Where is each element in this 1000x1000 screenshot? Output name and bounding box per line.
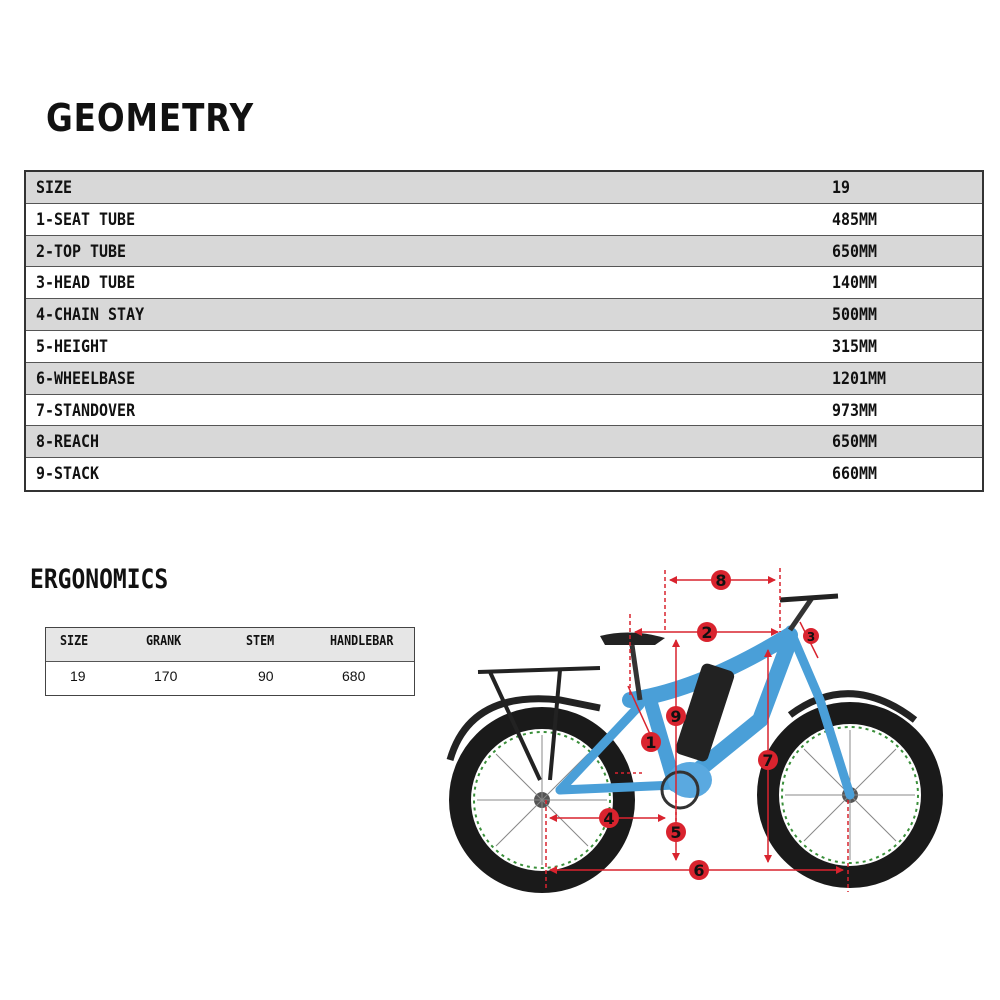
marker-6 [689,860,709,880]
table-row [26,299,982,331]
row-value: 500MM [832,305,878,326]
marker-2 [697,622,717,642]
bike-geometry-diagram [440,555,960,900]
row-label: 9-STACK [36,464,100,485]
row-label: 1-SEAT TUBE [36,209,136,230]
marker-3 [803,628,819,644]
table-row [26,236,982,268]
table-row [26,426,982,458]
ergonomics-title: ERGONOMICS [30,564,169,595]
row-label: 7-STANDOVER [36,400,136,421]
row-value: 315MM [832,336,878,357]
svg-text:5: 5 [670,823,682,842]
svg-text:9: 9 [670,707,682,726]
value-crank: 170 [154,668,178,684]
svg-text:4: 4 [603,809,615,828]
table-row [26,395,982,427]
row-label: 3-HEAD TUBE [36,273,136,294]
handlebar [780,596,838,600]
geometry-table [24,170,984,492]
header-handlebar: HANDLEBAR [330,634,394,649]
row-value: 1201MM [832,368,887,389]
row-value: 650MM [832,432,878,453]
value-size: 19 [70,668,86,684]
row-value: 485MM [832,209,878,230]
header-size: SIZE [60,634,89,649]
svg-text:1: 1 [645,733,657,752]
table-row [26,458,982,490]
row-label: 4-CHAIN STAY [36,305,145,326]
row-value: 973MM [832,400,878,421]
marker-5 [666,822,686,842]
row-label: 8-REACH [36,432,100,453]
table-row [26,204,982,236]
value-handlebar: 680 [342,668,366,684]
svg-text:6: 6 [693,861,705,880]
motor-housing [668,762,712,798]
svg-text:3: 3 [806,630,816,644]
marker-8 [711,570,731,590]
row-label: 5-HEIGHT [36,336,109,357]
table-row [26,331,982,363]
header-crank: GRANK [146,634,182,649]
marker-1 [641,732,661,752]
marker-9 [666,706,686,726]
table-row [26,363,982,395]
table-row [26,267,982,299]
svg-text:8: 8 [715,571,727,590]
table-row [26,172,982,204]
geometry-title: GEOMETRY [46,96,254,140]
marker-4 [599,808,619,828]
row-label: SIZE [36,178,73,198]
row-value: 19 [832,178,851,198]
row-value: 140MM [832,273,878,294]
svg-text:2: 2 [701,623,713,642]
value-stem: 90 [258,668,274,684]
header-stem: STEM [246,634,275,649]
row-label: 6-WHEELBASE [36,368,136,389]
saddle [600,632,665,645]
ergonomics-table [45,627,415,696]
row-value: 660MM [832,464,878,485]
row-value: 650MM [832,241,878,262]
marker-7 [758,750,778,770]
svg-text:7: 7 [762,751,774,770]
row-label: 2-TOP TUBE [36,241,127,262]
